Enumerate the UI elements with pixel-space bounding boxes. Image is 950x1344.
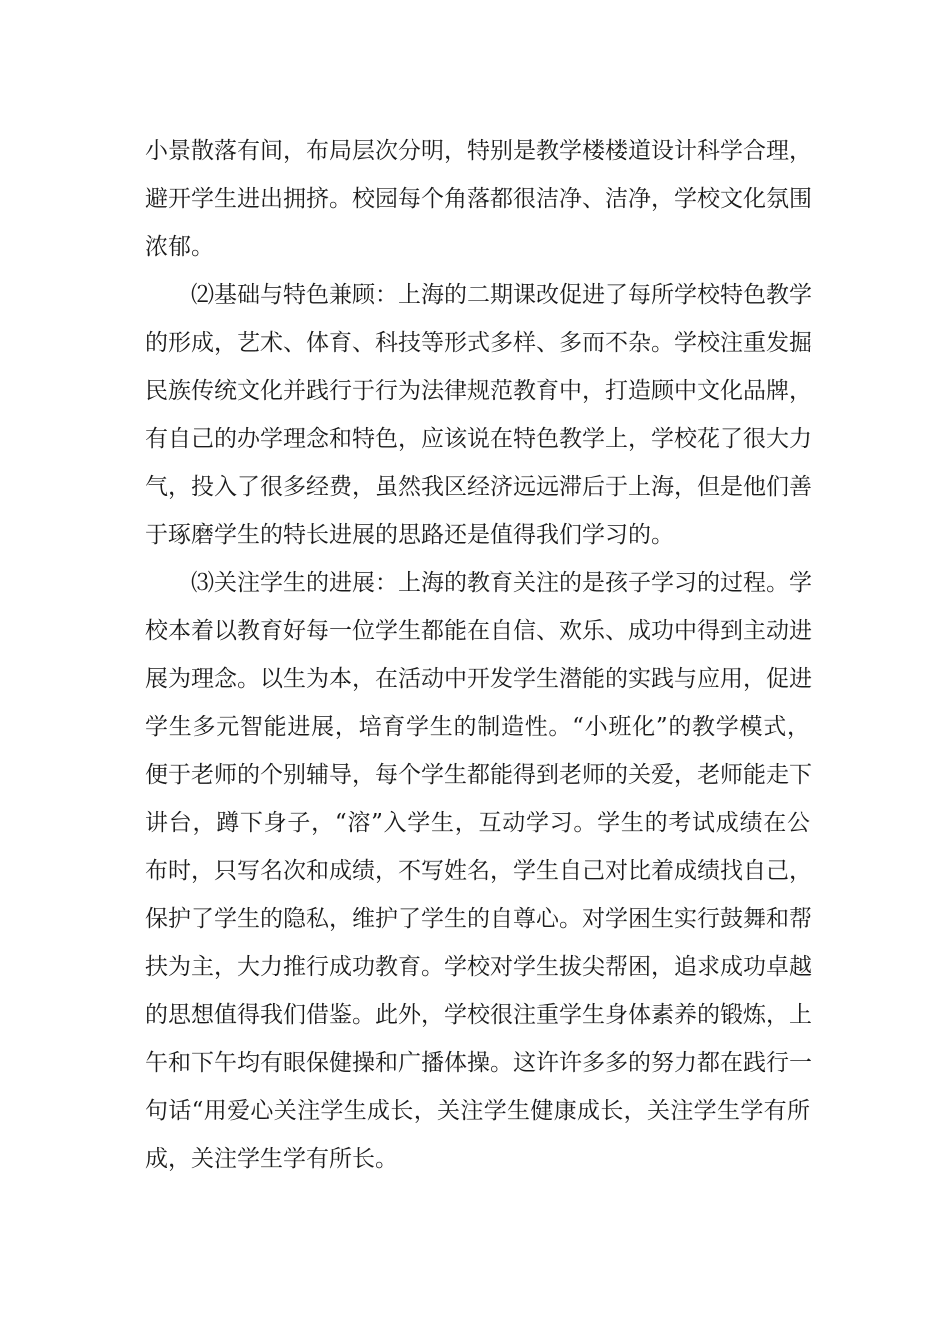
text-line: 便于老师的个别辅导，每个学生都能得到老师的关爱，老师能走下 <box>145 762 812 788</box>
text-line: 午和下午均有眼保健操和广播体操。这许许多多的努力都在践行一 <box>145 1050 812 1076</box>
text-line: 的形成，艺术、体育、科技等形式多样、多而不杂。学校注重发掘 <box>145 330 812 356</box>
text-line: 校本着以教育好每一位学生都能在自信、欢乐、成功中得到主动进 <box>145 618 812 644</box>
text-line: 避开学生进出拥挤。校园每个角落都很洁净、洁净，学校文化氛围 <box>145 186 812 212</box>
text-line: 布时，只写名次和成绩，不写姓名，学生自己对比着成绩找自己， <box>145 858 812 884</box>
text-line: 的思想值得我们借鉴。此外，学校很注重学生身体素养的锻炼，上 <box>145 1002 812 1028</box>
text-line: 扶为主，大力推行成功教育。学校对学生拔尖帮困，追求成功卓越 <box>145 954 812 980</box>
text-line: 展为理念。以生为本，在活动中开发学生潜能的实践与应用，促进 <box>145 666 812 692</box>
text-line: 气，投入了很多经费，虽然我区经济远远滞后于上海，但是他们善 <box>145 474 812 500</box>
text-line: 浓郁。 <box>145 234 214 260</box>
text-line: ⑵基础与特色兼顾：上海的二期课改促进了每所学校特色教学 <box>191 282 812 308</box>
text-line: 句话“用爱心关注学生成长，关注学生健康成长，关注学生学有所 <box>145 1098 810 1124</box>
text-line: 有自己的办学理念和特色，应该说在特色教学上，学校花了很大力 <box>145 426 812 452</box>
text-line: 讲台，蹲下身子，“溶”入学生，互动学习。学生的考试成绩在公 <box>145 810 810 836</box>
text-line: 民族传统文化并践行于行为法律规范教育中，打造顾中文化品牌， <box>145 378 812 404</box>
text-line: 于琢磨学生的特长进展的思路还是值得我们学习的。 <box>145 522 674 548</box>
text-line: 保护了学生的隐私，维护了学生的自尊心。对学困生实行鼓舞和帮 <box>145 906 812 932</box>
text-line: 小景散落有间，布局层次分明，特别是教学楼楼道设计科学合理， <box>145 138 812 164</box>
text-line: ⑶关注学生的进展：上海的教育关注的是孩子学习的过程。学 <box>191 570 812 596</box>
text-line: 学生多元智能进展，培育学生的制造性。“小班化”的教学模式， <box>145 714 810 740</box>
text-line: 成，关注学生学有所长。 <box>145 1146 398 1172</box>
